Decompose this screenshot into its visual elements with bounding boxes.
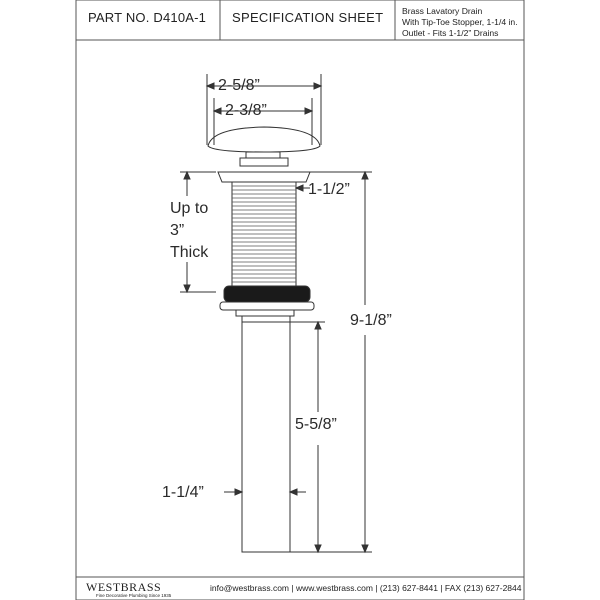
brand-logo: WESTBRASS	[86, 580, 162, 594]
drain-flange	[218, 172, 310, 182]
product-description	[402, 6, 522, 39]
dimension-flange-width: 2-3/8”	[225, 102, 267, 119]
arrowhead	[362, 545, 368, 552]
arrowhead	[362, 172, 368, 179]
arrowhead	[184, 285, 190, 292]
dimension-overall-height: 9-1/8”	[350, 312, 392, 329]
thickness-line: Thick	[170, 244, 209, 261]
nut-lower	[242, 316, 290, 322]
rubber-gasket	[224, 286, 310, 302]
part-number: PART NO. D410A-1	[88, 10, 207, 25]
dimension-outlet-diameter: 1-1/4”	[162, 484, 204, 501]
sheet-title: SPECIFICATION SHEET	[232, 10, 384, 25]
arrowhead	[315, 545, 321, 552]
arrowhead	[305, 108, 312, 114]
tailpiece	[242, 322, 290, 552]
lock-nut	[236, 310, 294, 316]
dimension-tailpiece-length: 5-5/8”	[295, 416, 337, 433]
description-line: Brass Lavatory Drain	[402, 6, 483, 16]
thickness-line: Up to	[170, 200, 209, 217]
stopper-cap	[208, 127, 320, 152]
arrowhead	[290, 489, 297, 495]
stopper-stem	[246, 152, 280, 158]
arrowhead	[207, 83, 214, 89]
friction-washer	[220, 302, 314, 310]
dimension-stopper-width: 2-5/8”	[218, 77, 260, 94]
arrowhead	[214, 108, 221, 114]
stopper-stem-collar	[240, 158, 288, 166]
dimension-thickness	[170, 198, 230, 264]
description-line: Outlet - Fits 1-1/2” Drains	[402, 28, 499, 38]
arrowhead	[296, 185, 303, 191]
thickness-line: 3”	[170, 222, 185, 239]
contact-info: info@westbrass.com | www.westbrass.com | (213) 627-8441 | FAX (213) 627-2844	[210, 583, 522, 593]
arrowhead	[314, 83, 321, 89]
brand-tagline: Fine Decorative Plumbing Since 1935	[96, 593, 172, 598]
arrowhead	[235, 489, 242, 495]
arrowhead	[315, 322, 321, 329]
description-line: With Tip-Toe Stopper, 1-1/4 in.	[402, 17, 518, 27]
arrowhead	[184, 172, 190, 179]
dimension-thread-diameter: 1-1/2”	[308, 181, 350, 198]
